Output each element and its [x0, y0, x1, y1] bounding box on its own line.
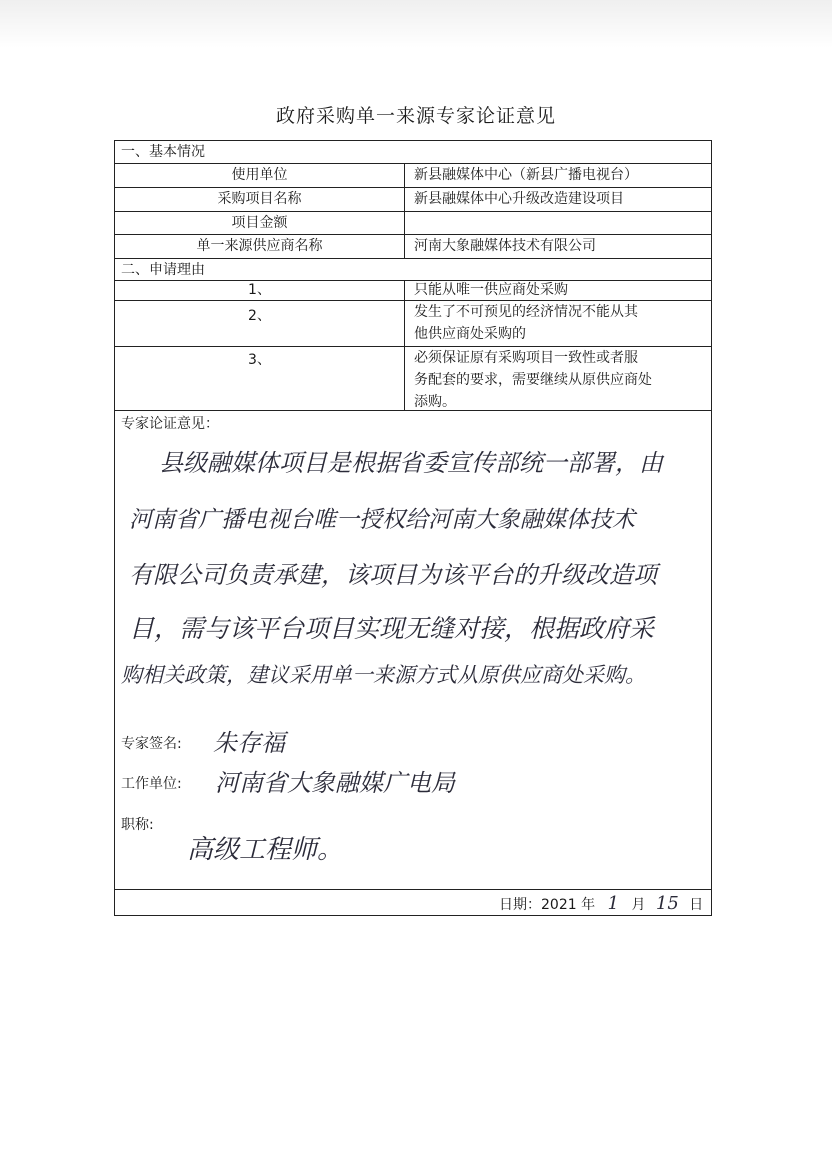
section1-header: 一、基本情况 — [121, 144, 205, 160]
job-title-handwritten: 高级工程师。 — [187, 835, 344, 865]
date-day-unit: 日 — [689, 897, 704, 913]
info-label: 项目金额 — [115, 212, 405, 234]
info-value: 新县融媒体中心（新县广播电视台） — [414, 167, 638, 183]
section2-header-row — [115, 258, 711, 280]
handwritten-opinion-line: 有限公司负责承建，该项目为该平台的升级改造项 — [129, 561, 657, 589]
page-title: 政府采购单一来源专家论证意见 — [275, 105, 556, 127]
scan-shadow — [0, 0, 832, 48]
info-label: 采购项目名称 — [115, 188, 405, 211]
date-month-unit: 月 — [631, 897, 646, 913]
info-row-amount — [115, 211, 711, 234]
handwritten-opinion-line: 县级融媒体项目是根据省委宣传部统一部署，由 — [159, 449, 663, 477]
handwritten-opinion-line: 目，需与该平台项目实现无缝对接，根据政府采 — [129, 614, 655, 643]
reason-row-2 — [115, 300, 711, 346]
reason-text-line: 添购。 — [414, 394, 456, 410]
expert-signature: 朱存福 — [213, 729, 285, 757]
expert-opinion-block — [115, 410, 711, 889]
handwritten-opinion-line: 购相关政策，建议采用单一来源方式从原供应商处采购。 — [121, 663, 646, 687]
reason-text-line: 他供应商处采购的 — [414, 326, 526, 342]
date-row — [115, 889, 711, 915]
expert-signature-label: 专家签名: — [121, 736, 182, 752]
section2-header: 二、申请理由 — [121, 262, 205, 278]
reason-row-3 — [115, 346, 711, 410]
info-label: 使用单位 — [115, 164, 405, 187]
info-row-project-name — [115, 187, 711, 211]
reason-number: 3、 — [115, 347, 405, 410]
job-title-label: 职称: — [121, 817, 154, 833]
reason-number: 1、 — [115, 281, 405, 300]
work-unit-handwritten: 河南省大象融媒广电局 — [215, 769, 455, 797]
opinion-label: 专家论证意见： — [121, 416, 219, 432]
info-value: 新县融媒体中心升级改造建设项目 — [414, 191, 624, 207]
info-value: 河南大象融媒体技术有限公司 — [414, 238, 596, 254]
reason-text-line: 务配套的要求，需要继续从原供应商处 — [414, 372, 652, 388]
reason-text — [405, 301, 711, 346]
info-value — [405, 212, 711, 234]
reason-text-line: 发生了不可预见的经济情况不能从其 — [414, 304, 638, 320]
info-row-supplier — [115, 234, 711, 258]
reason-number: 2、 — [115, 301, 405, 346]
date-month: 1 — [607, 893, 619, 914]
reason-text-line: 必须保证原有采购项目一致性或者服 — [414, 350, 638, 366]
reason-text — [405, 347, 711, 410]
reason-row-1 — [115, 280, 711, 300]
date-line — [499, 893, 703, 914]
work-unit-label: 工作单位: — [121, 776, 182, 792]
opinion-form — [114, 140, 712, 916]
handwritten-opinion-line: 河南省广播电视台唯一授权给河南大象融媒体技术 — [129, 507, 635, 533]
info-row-user-unit — [115, 163, 711, 187]
section1-header-row — [115, 141, 711, 163]
date-prefix: 日期：2021 年 — [499, 897, 596, 913]
reason-text: 只能从唯一供应商处采购 — [414, 282, 568, 298]
date-day: 15 — [655, 893, 679, 914]
info-label: 单一来源供应商名称 — [115, 235, 405, 258]
